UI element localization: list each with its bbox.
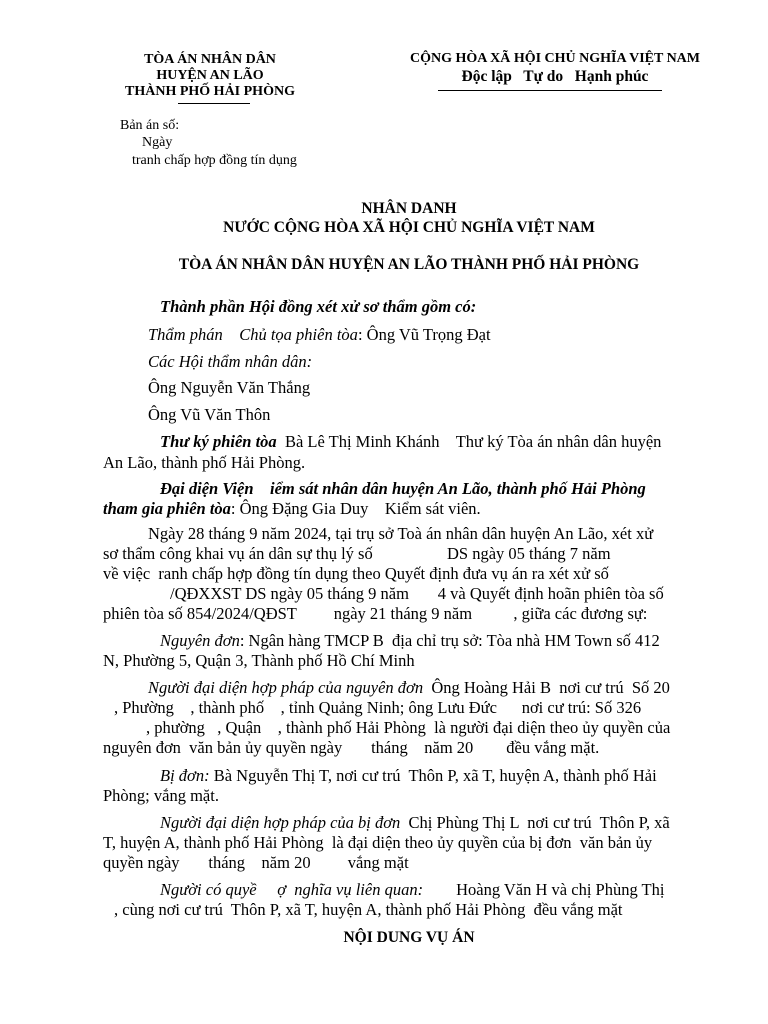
plaintiff-rep-line4: nguyên đơn văn bản ủy quyền ngày tháng năm 20 đều vắng mặt. [103,738,600,757]
motto-underline [438,90,662,91]
judge-label: Thẩm phán Chủ tọa phiên tòa [148,325,358,344]
panel-heading: Thành phần Hội đồng xét xử sơ thẩm gồm có: [160,297,477,316]
procuracy-label-2: tham gia phiên tòa [103,499,231,518]
defendant-line1 [160,765,657,786]
jurors-label: Các Hội thẩm nhân dân: [148,352,313,371]
court-title: TÒA ÁN NHÂN DÂN HUYỆN AN LÃO THÀNH PHỐ HẢI PHÒNG [178,256,640,273]
related-text: Hoàng Văn H và chị Phùng Thị [423,880,665,899]
related-label: Người có quyề ợ nghĩa vụ liên quan: [160,880,424,899]
title-line2: NƯỚC CỘNG HÒA XÃ HỘI CHỦ NGHĨA VIỆT NAM [223,219,595,236]
plaintiff-text: : Ngân hàng TMCP B địa chỉ trụ sở: Tòa nhà HM Town số 412 [239,631,660,650]
juror-2: Ông Vũ Văn Thôn [148,405,271,424]
hearing-line4: /QĐXXST DS ngày 05 tháng 9 năm 4 và Quyết định hoãn phiên tòa số [170,584,664,603]
case-subject: tranh chấp hợp đồng tín dụng [132,153,297,168]
defendant-rep-line2: T, huyện A, thành phố Hải Phòng là đại diện theo ủy quyền của bị đơn văn bản ủy [103,833,653,852]
clerk-line2: An Lão, thành phố Hải Phòng. [103,453,306,472]
judgment-number: Bản án số: [120,118,180,133]
related-line1 [160,879,664,900]
title-line1: NHÂN DANH [361,200,457,217]
hearing-line3: về việc ranh chấp hợp đồng tín dụng theo Quyết định đưa vụ án ra xét xử số [103,564,609,583]
defendant-rep-text: Chị Phùng Thị L nơi cư trú Thôn P, xã [400,813,670,832]
defendant-text: Bà Nguyễn Thị T, nơi cư trú Thôn P, xã T, huyện A, thành phố Hải [209,766,657,785]
defendant-rep-line1 [160,812,670,833]
hearing-line1: Ngày 28 tháng 9 năm 2024, tại trụ sở Toà án nhân dân huyện An Lão, xét xử [148,524,654,543]
court-name-line3: THÀNH PHỐ HẢI PHÒNG [125,84,295,99]
defendant-label: Bị đơn: [160,766,210,785]
plaintiff-line2: N, Phường 5, Quận 3, Thành phố Hồ Chí Minh [103,651,415,670]
defendant-rep-label: Người đại diện hợp pháp của bị đơn [160,813,401,832]
nation-name: CỘNG HÒA XÃ HỘI CHỦ NGHĨA VIỆT NAM [409,51,700,66]
court-underline [178,103,250,104]
defendant-rep-line3: quyền ngày tháng năm 20 vắng mặt [103,853,409,872]
procuracy-text: : Ông Đặng Gia Duy Kiểm sát viên. [230,499,481,518]
clerk-line1 [160,431,661,452]
plaintiff-label: Nguyên đơn [160,631,240,650]
judge-line [148,324,491,345]
plaintiff-rep-line3: , phường , Quận , thành phố Hải Phòng là người đại diện theo ủy quyền của [146,718,671,737]
section-heading: NỘI DUNG VỤ ÁN [343,929,475,946]
plaintiff-line1 [160,630,660,651]
clerk-label: Thư ký phiên tòa [160,432,277,451]
nation-motto: Độc lập Tự do Hạnh phúc [461,68,649,85]
related-line2: , cùng nơi cư trú Thôn P, xã T, huyện A, thành phố Hải Phòng đều vắng mặt [114,900,623,919]
judge-name: : Ông Vũ Trọng Đạt [357,325,491,344]
judgment-date: Ngày [142,135,173,150]
hearing-line2: sơ thẩm công khai vụ án dân sự thụ lý số DS ngày 05 tháng 7 năm [103,544,611,563]
court-name-line1: TÒA ÁN NHÂN DÂN [144,52,276,67]
plaintiff-rep-text: Ông Hoàng Hải B nơi cư trú Số 20 [423,678,670,697]
plaintiff-rep-label: Người đại diện hợp pháp của nguyên đơn [148,678,424,697]
hearing-line5: phiên tòa số 854/2024/QĐST ngày 21 tháng 9 năm , giữa các đương sự: [103,604,648,623]
procuracy-line2 [103,498,481,519]
procuracy-label: Đại diện Viện iểm sát nhân dân huyện An Lão, thành phố Hải Phòng [160,479,646,498]
defendant-line2: Phòng; vắng mặt. [103,786,219,805]
clerk-text: Bà Lê Thị Minh Khánh Thư ký Tòa án nhân dân huyện [276,432,662,451]
plaintiff-rep-line1 [148,677,670,698]
court-name-line2: HUYỆN AN LÃO [156,68,264,83]
plaintiff-rep-line2: , Phường , thành phố , tỉnh Quảng Ninh; ông Lưu Đức nơi cư trú: Số 326 [114,698,642,717]
juror-1: Ông Nguyễn Văn Thắng [148,378,311,397]
